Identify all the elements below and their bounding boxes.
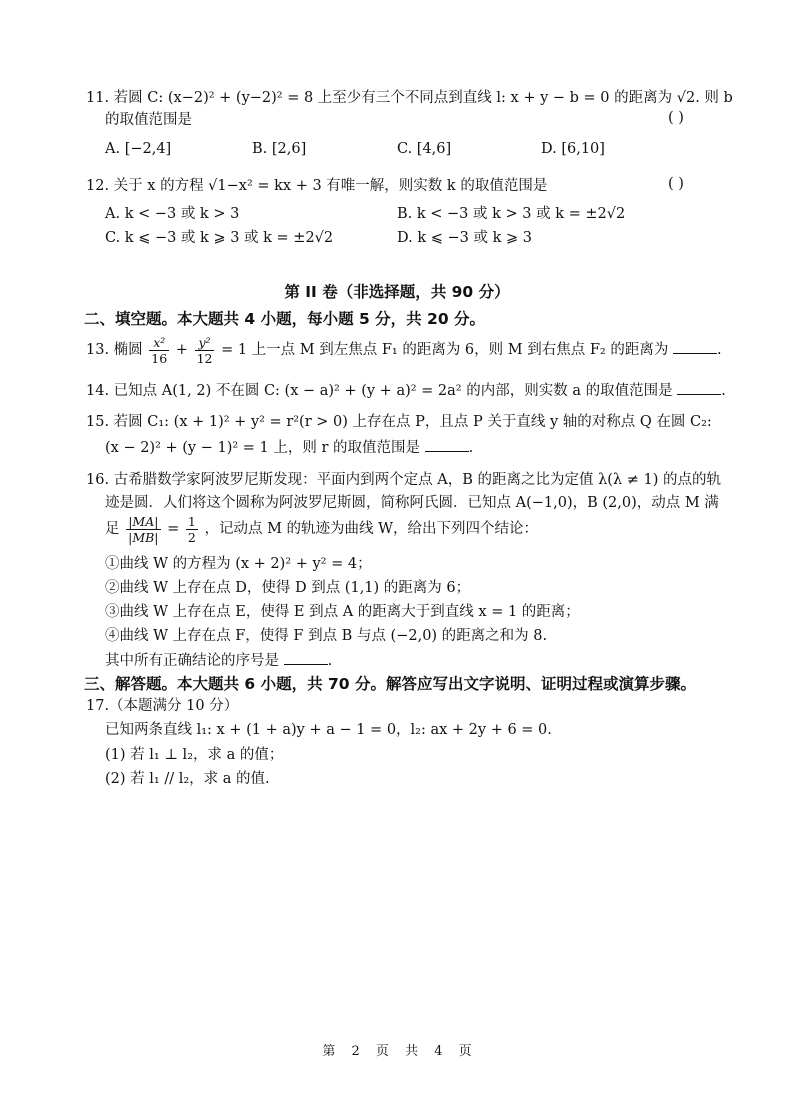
q12-answer-paren: ( ) — [668, 176, 684, 192]
q16-line3: 足 $\frac{|MA|}{|MB|}$ = $\frac{1}{2}$ ，记动点 M 的轨迹为曲线 W，给出下列四个结论： — [105, 513, 539, 545]
q16-item-4: ④曲线 W 上存在点 F，使得 F 到点 B 与点 (−2,0) 的距离之和为 8. — [105, 628, 548, 644]
q16-half-fraction: $\frac{1}{2}$ — [187, 513, 196, 545]
q15-line2: (x − 2)² + (y − 1)² = 1 上，则 r 的取值范围是 . — [105, 437, 473, 458]
q13-prefix: 13. 椭圆 — [86, 342, 143, 358]
q11-line2: 的取值范围是 — [105, 112, 192, 128]
q16-item-2: ②曲线 W 上存在点 D，使得 D 到点 (1,1) 的距离为 6； — [105, 580, 471, 596]
q13-line: 13. 椭圆 $\frac{\text{x²}}{16}$ + $\frac{\text{y²}}{12}$ = 1 上一点 M 到左焦点 F₁ 的距离为 6，则 M 到右焦点 F₂ 的距离为 . — [86, 334, 722, 366]
q13-suffix: = 1 上一点 M 到左焦点 F₁ 的距离为 6，则 M 到右焦点 F₂ 的距离为 — [221, 342, 669, 358]
q16-ratio-fraction: $\frac{|MA|}{|MB|}$ — [128, 513, 159, 545]
section2-heading: 二、填空题。本大题共 4 小题，每小题 5 分，共 20 分。 — [84, 310, 486, 328]
q11-option-b: B. [2,6] — [252, 141, 307, 157]
q12-option-a: A. k < −3 或 k > 3 — [105, 206, 240, 222]
q12-option-b: B. k < −3 或 k > 3 或 k = ±2√2 — [397, 206, 626, 222]
q17-line1: 已知两条直线 l₁: x + (1 + a)y + a − 1 = 0，l₂: ax + 2y + 6 = 0. — [105, 722, 552, 738]
q16-line2: 迹是圆．人们将这个圆称为阿波罗尼斯圆，简称阿氏圆．已知点 A(−1,0)，B (2,0)，动点 M 满 — [105, 495, 719, 511]
q16-answer-blank[interactable] — [284, 650, 328, 665]
q16-item-1: ①曲线 W 的方程为 (x + 2)² + y² = 4； — [105, 556, 372, 572]
q17-sub2: (2) 若 l₁ // l₂，求 a 的值. — [105, 771, 270, 787]
q17-title: 17.（本题满分 10 分） — [86, 698, 239, 714]
q17-sub1: (1) 若 l₁ ⊥ l₂，求 a 的值； — [105, 747, 284, 763]
q13-answer-blank[interactable] — [673, 339, 717, 354]
page-footer: 第 2 页 共 4 页 — [322, 1044, 472, 1059]
q14-answer-blank[interactable] — [677, 380, 721, 395]
q15-line1: 15. 若圆 C₁: (x + 1)² + y² = r²(r > 0) 上存在点 P，且点 P 关于直线 y 轴的对称点 Q 在圆 C₂: — [86, 414, 712, 430]
q11-option-d: D. [6,10] — [541, 141, 605, 157]
q16-last-line: 其中所有正确结论的序号是 . — [105, 650, 332, 671]
q16-line1: 16. 古希腊数学家阿波罗尼斯发现：平面内到两个定点 A，B 的距离之比为定值 λ(λ ≠ 1) 的点的轨 — [86, 472, 722, 488]
q11-option-c: C. [4,6] — [397, 141, 452, 157]
q12-option-c: C. k ⩽ −3 或 k ⩾ 3 或 k = ±2√2 — [105, 230, 334, 246]
q12-option-d: D. k ⩽ −3 或 k ⩾ 3 — [397, 230, 532, 246]
part2-title: 第 II 卷（非选择题，共 90 分） — [284, 283, 510, 301]
q16-item-3: ③曲线 W 上存在点 E，使得 E 到点 A 的距离大于到直线 x = 1 的距离； — [105, 604, 580, 620]
q11-option-a: A. [−2,4] — [105, 141, 172, 157]
q13-fraction-y: $\frac{\text{y²}}{12}$ — [196, 334, 213, 366]
q11-line1: 11. 若圆 C: (x−2)² + (y−2)² = 8 上至少有三个不同点到直线 l: x + y − b = 0 的距离为 √2. 则 b — [86, 90, 733, 106]
q14-line: 14. 已知点 A(1, 2) 不在圆 C: (x − a)² + (y + a)² = 2a² 的内部，则实数 a 的取值范围是 . — [86, 380, 726, 401]
q12-line1: 12. 关于 x 的方程 √1−x² = kx + 3 有唯一解，则实数 k 的取值范围是 — [86, 178, 548, 194]
q15-answer-blank[interactable] — [425, 437, 469, 452]
q11-answer-paren: ( ) — [668, 110, 684, 126]
q13-fraction-x: $\frac{\text{x²}}{16}$ — [151, 334, 168, 366]
section3-heading: 三、解答题。本大题共 6 小题，共 70 分。解答应写出文字说明、证明过程或演算步骤。 — [84, 675, 696, 693]
